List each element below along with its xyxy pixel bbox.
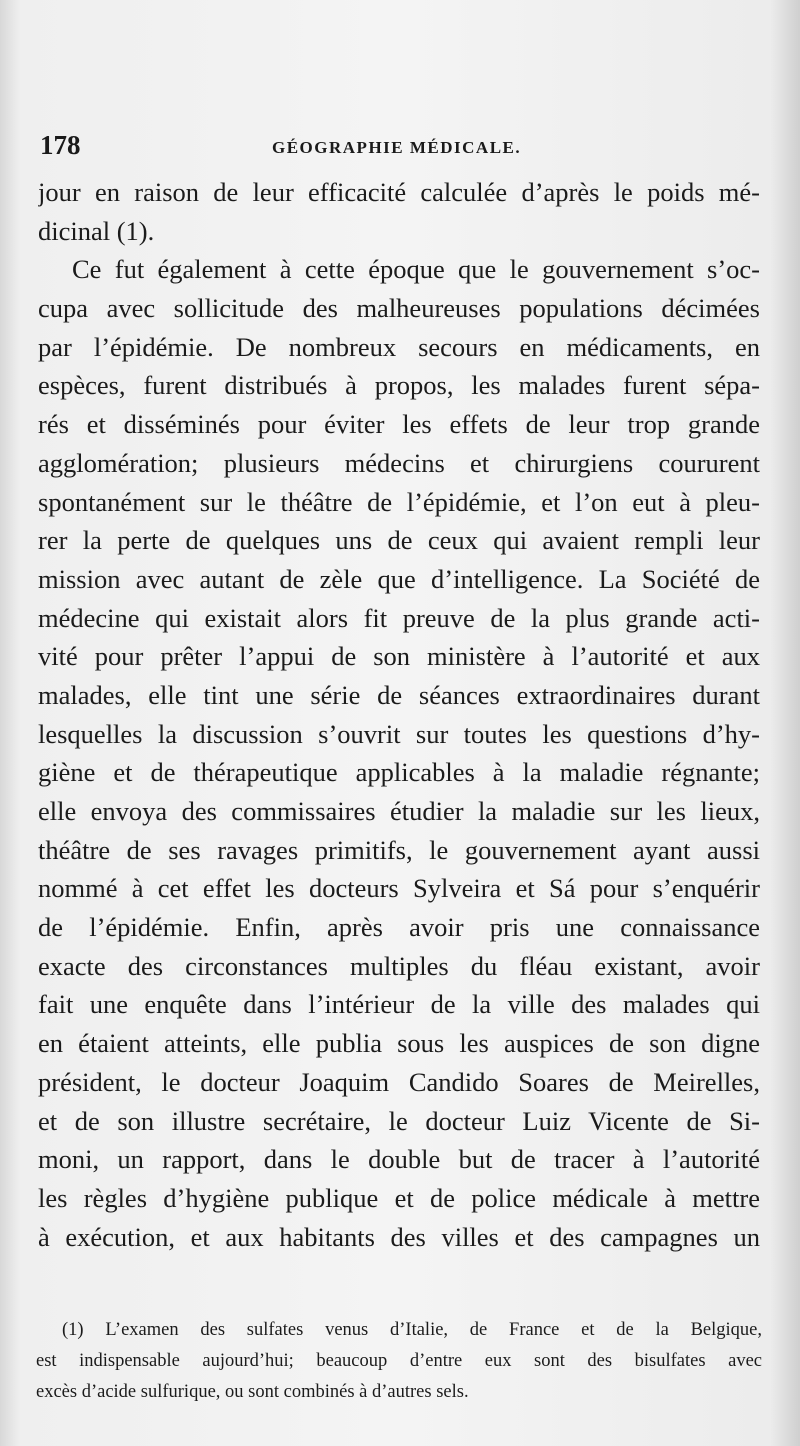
text-line: giène et de thérapeutique applicables à la maladie régnante; xyxy=(38,757,760,788)
text-line: Ce fut également à cette époque que le gouvernement s’oc- xyxy=(72,254,760,285)
text-line: dicinal (1). xyxy=(38,215,155,246)
footnote xyxy=(36,1315,762,1408)
text-line: par l’épidémie. De nombreux secours en médicaments, en xyxy=(38,331,760,362)
text-line: jour en raison de leur efficacité calculée d’après le poids mé- xyxy=(38,177,760,207)
text-line: espèces, furent distribués à propos, les malades furent sépa- xyxy=(38,370,760,401)
page-number: 178 xyxy=(40,130,81,160)
text-line: cupa avec sollicitude des malheureuses populations décimées xyxy=(38,293,760,324)
text-line: agglomération; plusieurs médecins et chirurgiens coururent xyxy=(38,447,760,478)
footnote-line: (1) L’examen des sulfates venus d’Italie, de France et de la Belgique, xyxy=(62,1320,762,1340)
running-head xyxy=(40,130,760,160)
text-line: mission avec autant de zèle que d’intelligence. La Société de xyxy=(38,563,760,594)
text-line: exacte des circonstances multiples du fléau existant, avoir xyxy=(38,950,760,981)
footnote-line: est indispensable aujourd’hui; beaucoup d’entre eux sont des bisulfates avec xyxy=(36,1351,762,1371)
text-line: les règles d’hygiène publique et de police médicale à mettre xyxy=(38,1182,760,1213)
text-line: président, le docteur Joaquim Candido Soares de Meirelles, xyxy=(38,1066,760,1097)
text-line: théâtre de ses ravages primitifs, le gouvernement ayant aussi xyxy=(38,834,760,865)
text-line: elle envoya des commissaires étudier la maladie sur les lieux, xyxy=(38,796,760,826)
text-line: lesquelles la discussion s’ouvrit sur toutes les questions d’hy- xyxy=(38,718,760,749)
text-line: nommé à cet effet les docteurs Sylveira et Sá pour s’enquérir xyxy=(38,873,760,904)
text-line: médecine qui existait alors fit preuve de la plus grande acti- xyxy=(38,602,760,633)
text-line: vité pour prêter l’appui de son ministère à l’autorité et aux xyxy=(38,641,760,672)
running-title: GÉOGRAPHIE MÉDICALE. xyxy=(272,138,522,157)
body-text xyxy=(38,173,760,1256)
footnote-line: excès d’acide sulfurique, ou sont combinés à d’autres sels. xyxy=(36,1382,469,1402)
text-line: spontanément sur le théâtre de l’épidémie, et l’on eut à pleu- xyxy=(38,486,760,517)
text-line: rer la perte de quelques uns de ceux qui avaient rempli leur xyxy=(38,525,760,556)
text-line: en étaient atteints, elle publia sous les auspices de son digne xyxy=(38,1028,760,1059)
text-line: fait une enquête dans l’intérieur de la ville des malades qui xyxy=(38,989,760,1020)
text-line: de l’épidémie. Enfin, après avoir pris une connaissance xyxy=(38,912,760,943)
text-line: et de son illustre secrétaire, le docteur Luiz Vicente de Si- xyxy=(38,1105,760,1136)
text-line: malades, elle tint une série de séances extraordinaires durant xyxy=(38,679,760,710)
text-line: à exécution, et aux habitants des villes et des campagnes un xyxy=(38,1221,760,1252)
text-line: moni, un rapport, dans le double but de tracer à l’autorité xyxy=(38,1144,760,1175)
text-line: rés et disséminés pour éviter les effets de leur trop grande xyxy=(38,409,760,440)
